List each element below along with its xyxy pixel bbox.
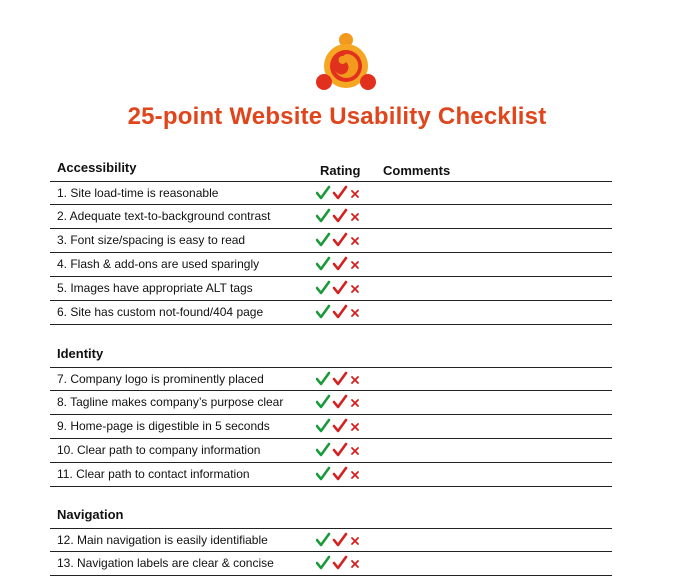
green-check-icon[interactable]	[317, 282, 329, 293]
green-check-icon[interactable]	[317, 234, 329, 245]
checklist-row	[50, 552, 612, 576]
rating-options[interactable]	[316, 280, 362, 296]
checklist-row	[50, 528, 612, 552]
checklist-item-label: 8. Tagline makes company’s purpose clear	[57, 395, 284, 409]
red-cross-icon[interactable]	[352, 191, 358, 197]
green-check-icon[interactable]	[317, 187, 329, 198]
comments-field[interactable]	[380, 417, 608, 437]
page-title: 25-point Website Usability Checklist	[127, 103, 547, 130]
rating-options[interactable]	[316, 232, 362, 248]
rating-options[interactable]	[316, 466, 362, 482]
checklist-item-label: 9. Home-page is digestible in 5 seconds	[57, 419, 270, 433]
checklist-row	[50, 367, 612, 391]
section-title-identity: Identity	[57, 346, 104, 361]
green-check-icon[interactable]	[317, 306, 329, 317]
red-check-icon[interactable]	[334, 187, 346, 198]
comments-field[interactable]	[380, 370, 608, 390]
checklist-item-label: 6. Site has custom not-found/404 page	[57, 305, 264, 319]
green-check-icon[interactable]	[317, 420, 329, 431]
checklist-row	[50, 301, 612, 325]
section-title-accessibility: Accessibility	[57, 160, 137, 175]
checklist-item-label: 1. Site load-time is reasonable	[57, 186, 219, 200]
rating-options[interactable]	[316, 532, 362, 548]
comments-field[interactable]	[380, 531, 608, 551]
red-check-icon[interactable]	[334, 234, 346, 245]
rating-options[interactable]	[316, 371, 362, 387]
comments-field[interactable]	[380, 393, 608, 413]
checklist-row	[50, 391, 612, 415]
checklist-item-label: 10. Clear path to company information	[57, 443, 261, 457]
comments-field[interactable]	[380, 255, 608, 275]
red-check-icon[interactable]	[334, 210, 346, 221]
checklist-item-label: 11. Clear path to contact information	[57, 467, 250, 481]
red-check-icon[interactable]	[334, 396, 346, 407]
red-check-icon[interactable]	[334, 557, 346, 568]
red-cross-icon[interactable]	[352, 400, 358, 406]
green-check-icon[interactable]	[317, 210, 329, 221]
comments-field[interactable]	[380, 303, 608, 323]
rating-options[interactable]	[316, 208, 362, 224]
red-check-icon[interactable]	[334, 282, 346, 293]
comments-field[interactable]	[380, 279, 608, 299]
checklist-row	[50, 253, 612, 277]
checklist-item-label: 12. Main navigation is easily identifiable	[57, 533, 268, 547]
red-check-icon[interactable]	[334, 468, 346, 479]
comments-field[interactable]	[380, 441, 608, 461]
checklist-row	[50, 439, 612, 463]
comments-column-header: Comments	[383, 163, 451, 178]
red-check-icon[interactable]	[334, 373, 346, 384]
red-check-icon[interactable]	[334, 420, 346, 431]
green-check-icon[interactable]	[317, 396, 329, 407]
rating-options[interactable]	[316, 185, 362, 201]
rating-options[interactable]	[316, 442, 362, 458]
red-check-icon[interactable]	[334, 306, 346, 317]
red-cross-icon[interactable]	[352, 310, 358, 316]
checklist-row	[50, 463, 612, 487]
green-check-icon[interactable]	[317, 534, 329, 545]
rating-column-header: Rating	[320, 163, 361, 178]
checklist-row	[50, 277, 612, 301]
red-cross-icon[interactable]	[352, 424, 358, 430]
green-check-icon[interactable]	[317, 373, 329, 384]
red-cross-icon[interactable]	[352, 262, 358, 268]
red-check-icon[interactable]	[334, 534, 346, 545]
red-cross-icon[interactable]	[352, 214, 358, 220]
checklist-row	[50, 181, 612, 205]
red-cross-icon[interactable]	[352, 377, 358, 383]
red-cross-icon[interactable]	[352, 238, 358, 244]
red-check-icon[interactable]	[334, 444, 346, 455]
rating-options[interactable]	[316, 418, 362, 434]
rating-options[interactable]	[316, 304, 362, 320]
red-cross-icon[interactable]	[352, 286, 358, 292]
green-check-icon[interactable]	[317, 444, 329, 455]
checklist-row	[50, 415, 612, 439]
red-cross-icon[interactable]	[352, 561, 358, 567]
red-check-icon[interactable]	[334, 258, 346, 269]
checklist-item-label: 13. Navigation labels are clear & concise	[57, 556, 274, 570]
checklist-item-label: 5. Images have appropriate ALT tags	[57, 281, 253, 295]
checklist-row	[50, 229, 612, 253]
checklist-row	[50, 205, 612, 229]
checklist-item-label: 4. Flash & add-ons are used sparingly	[57, 257, 260, 271]
rating-options[interactable]	[316, 394, 362, 410]
green-check-icon[interactable]	[317, 557, 329, 568]
green-check-icon[interactable]	[317, 258, 329, 269]
checklist-item-label: 7. Company logo is prominently placed	[57, 372, 264, 386]
checklist-item-label: 3. Font size/spacing is easy to read	[57, 233, 246, 247]
comments-field[interactable]	[380, 207, 608, 227]
red-cross-icon[interactable]	[352, 472, 358, 478]
checklist-item-label: 2. Adequate text-to-background contrast	[57, 209, 271, 223]
comments-field[interactable]	[380, 554, 608, 574]
comments-field[interactable]	[380, 465, 608, 485]
comments-field[interactable]	[380, 231, 608, 251]
rating-options[interactable]	[316, 555, 362, 571]
green-check-icon[interactable]	[317, 468, 329, 479]
red-cross-icon[interactable]	[352, 448, 358, 454]
comments-field[interactable]	[380, 184, 608, 204]
section-title-navigation: Navigation	[57, 507, 124, 522]
red-cross-icon[interactable]	[352, 538, 358, 544]
rating-options[interactable]	[316, 256, 362, 272]
company-logo	[311, 30, 381, 94]
